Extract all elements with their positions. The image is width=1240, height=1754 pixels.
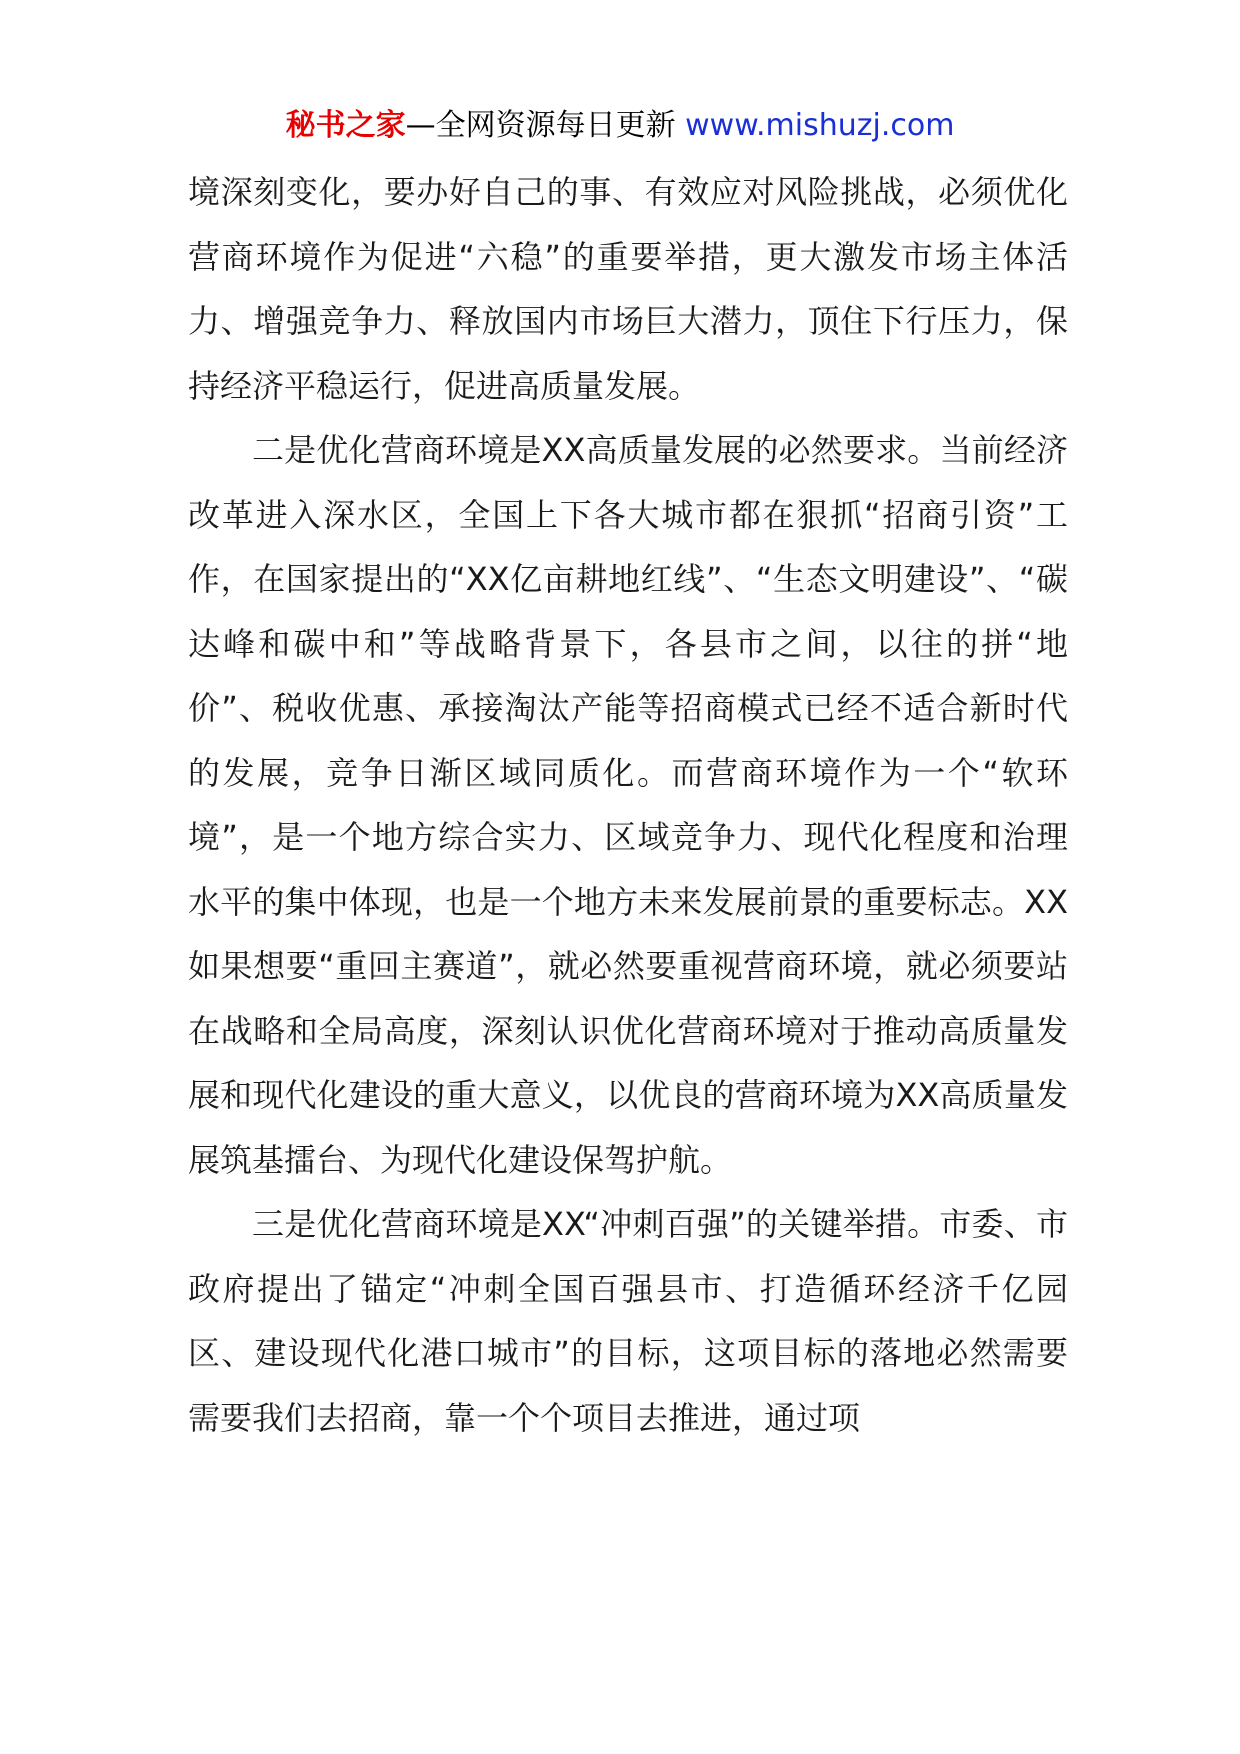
paragraph-point-three: 三是优化营商环境是XX“冲刺百强”的关键举措。市委、市政府提出了锚定“冲刺全国百强县市、打造循环经济千亿园区、建设现代化港口城市”的目标，这项目标的落地必然需要需要我们去招商，靠一个个项目去推进，通过项 (188, 1205, 1068, 1437)
paragraph-point-two: 二是优化营商环境是XX高质量发展的必然要求。当前经济改革进入深水区，全国上下各大城市都在狠抓“招商引资”工作，在国家提出的“XX亿亩耕地红线”、“生态文明建设”、“碳达峰和碳中和”等战略背景下，各县市之间，以往的拼“地价”、税收优惠、承接淘汰产能等招商模式已经不适合新时代的发展，竞争日渐区域同质化。而营商环境作为一个“软环境”，是一个地方综合实力、区域竞争力、现代化程度和治理水平的集中体现，也是一个地方未来发展前景的重要标志。XX如果想要“重回主赛道”，就必然要重视营商环境，就必须要站在战略和全局高度，深刻认识优化营商环境对于推动高质量发展和现代化建设的重大意义，以优良的营商环境为XX高质量发展筑基擂台、为现代化建设保驾护航。 (188, 431, 1068, 1179)
header-brand: 秘书之家 (285, 108, 406, 143)
document-body (188, 160, 1068, 1450)
header-tagline: —全网资源每日更新 (405, 108, 686, 143)
paragraph-continuation: 境深刻变化，要办好自己的事、有效应对风险挑战，必须优化营商环境作为促进“六稳”的重要举措，更大激发市场主体活力、增强竞争力、释放国内市场巨大潜力，顶住下行压力，保持经济平稳运行，促进高质量发展。 (188, 173, 1068, 405)
header-url-link[interactable]: www.mishuzj.com (685, 108, 955, 143)
page-header (0, 104, 1240, 148)
